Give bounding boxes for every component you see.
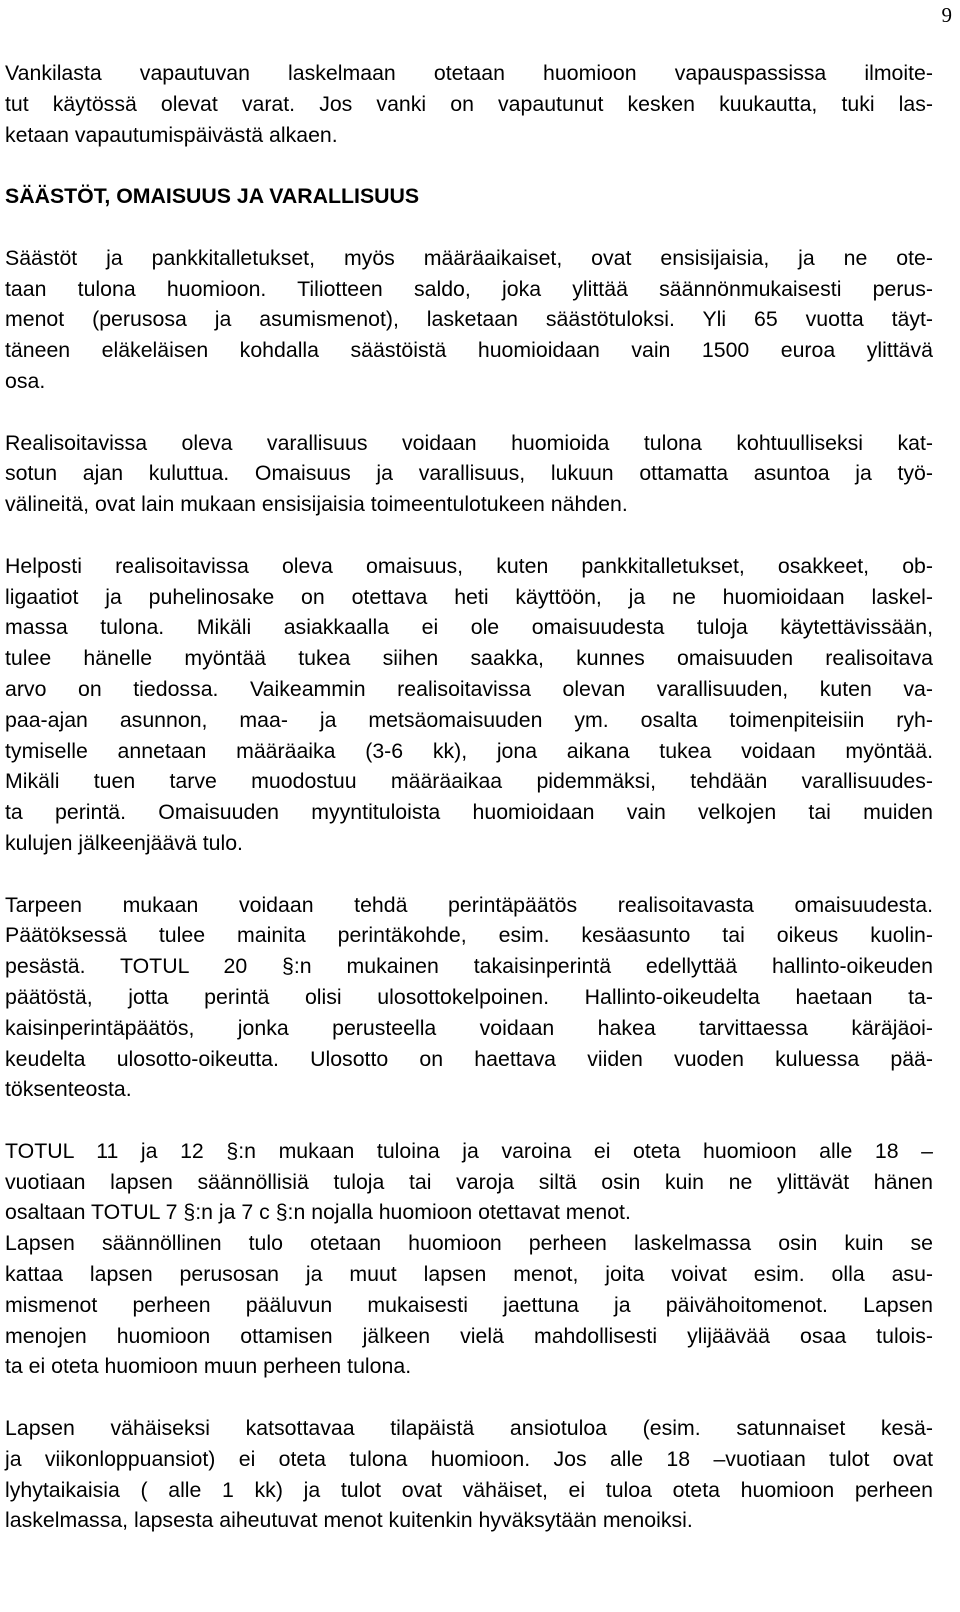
text-line: mismenot perheen pääluvun mukaisesti jaettuna ja päivähoitomenot. Lapsen [5,1292,933,1317]
paragraph-savings [5,243,933,397]
text-line: täneen eläkeläisen kohdalla säästöistä huomioidaan vain 1500 euroa ylittävä [5,338,933,363]
text-line: Realisoitavissa oleva varallisuus voidaan huomioida tulona kohtuulliseksi kat- [5,430,933,455]
text-line: paa-ajan asunnon, maa- ja metsäomaisuuden ym. osalta toimenpiteisiin ryh- [5,707,933,732]
text-line: osaltaan TOTUL 7 §:n ja 7 c §:n nojalla huomioon otettavat menot. [5,1200,631,1225]
text-line: ja viikonloppuansiot) ei oteta tulona huomioon. Jos alle 18 –vuotiaan tulot ovat [5,1446,933,1471]
text-line: tut käytössä olevat varat. Jos vanki on vapautunut kesken kuukautta, tuki las- [5,91,933,116]
paragraph-child-temporary-income [5,1413,933,1536]
text-line: keudelta ulosotto-oikeutta. Ulosotto on haettava viiden vuoden kuluessa pää- [5,1046,933,1071]
paragraph-realisable [5,551,933,859]
text-line: massa tulona. Mikäli asiakkaalla ei ole omaisuudesta tuloja käytettävissään, [5,615,933,640]
text-line: kulujen jälkeenjäävä tulo. [5,830,243,855]
text-line: ligaatiot ja puhelinosake on otettava heti käyttöön, ja ne huomioidaan laskel- [5,584,933,609]
text-line: osa. [5,368,46,393]
text-line: tymiselle annetaan määräaika (3-6 kk), jona aikana tukea voidaan myöntää. [5,738,933,763]
text-line: menot (perusosa ja asumismenot), lasketaan säästötuloksi. Yli 65 vuotta täyt- [5,307,933,332]
paragraph-child-income-law [5,1136,933,1228]
text-line: laskelmassa, lapsesta aiheutuvat menot kuitenkin hyväksytään menoiksi. [5,1508,693,1533]
text-line: Säästöt ja pankkitalletukset, myös määräaikaiset, ovat ensisijaisia, ja ne ote- [5,245,933,270]
text-line: ta ei oteta huomioon muun perheen tulona. [5,1354,412,1379]
text-line: arvo on tiedossa. Vaikeammin realisoitavissa olevan varallisuuden, kuten va- [5,676,933,701]
text-line: taan tulona huomioon. Tiliotteen saldo, joka ylittää säännönmukaisesti perus- [5,276,933,301]
text-line: ketaan vapautumispäivästä alkaen. [5,122,338,147]
text-line: kaisinperintäpäätös, jonka perusteella voidaan hakea tarvittaessa käräjäoi- [5,1015,933,1040]
text-line: Vankilasta vapautuvan laskelmaan otetaan huomioon vapauspassissa ilmoite- [5,61,933,85]
text-line: Mikäli tuen tarve muodostuu määräaikaa pidemmäksi, tehdään varallisuudes- [5,769,933,794]
text-line: sotun ajan kuluttua. Omaisuus ja varallisuus, lukuun ottamatta asuntoa ja työ- [5,461,933,486]
text-line: päätöstä, jotta perintä olisi ulosottokelpoinen. Hallinto-oikeudelta haetaan ta- [5,984,933,1009]
paragraph-assets [5,428,933,520]
section-heading: SÄÄSTÖT, OMAISUUS JA VARALLISUUS [5,184,420,209]
text-line: välineitä, ovat lain mukaan ensisijaisia toimeentulotukeen nähden. [5,492,628,517]
page-number: 9 [941,3,952,27]
text-line: Päätöksessä tulee mainita perintäkohde, esim. kesäasunto tai oikeus kuolin- [5,923,933,948]
text-line: tulee hänelle myöntää tukea siihen saakka, kunnes omaisuuden realisoitava [5,646,933,671]
text-line: lyhytaikaisia ( alle 1 kk) ja tulot ovat vähäiset, ei tuloa oteta huomioon perheen [5,1477,933,1502]
text-line: vuotiaan lapsen säännöllisiä tuloja tai varoja siltä osin kuin ne ylittävät hänen [5,1169,933,1194]
text-line: Lapsen vähäiseksi katsottavaa tilapäistä ansiotuloa (esim. satunnaiset kesä- [5,1416,933,1441]
text-line: töksenteosta. [5,1077,132,1102]
text-line: Lapsen säännöllinen tulo otetaan huomioon perheen laskelmassa osin kuin se [5,1231,933,1256]
text-line: TOTUL 11 ja 12 §:n mukaan tuloina ja varoina ei oteta huomioon alle 18 – [5,1138,933,1163]
text-line: kattaa lapsen perusosan ja muut lapsen menot, joita voivat esim. olla asu- [5,1262,933,1287]
paragraph-child-income [5,1228,933,1382]
text-line: Tarpeen mukaan voidaan tehdä perintäpäätös realisoitavasta omaisuudesta. [5,892,933,917]
text-line: Helposti realisoitavissa oleva omaisuus, kuten pankkitalletukset, osakkeet, ob- [5,553,933,578]
paragraph-recovery [5,890,933,1106]
text-line: pesästä. TOTUL 20 §:n mukainen takaisinperintä edellyttää hallinto-oikeuden [5,954,933,979]
document-body [5,58,933,1567]
text-line: ta perintä. Omaisuuden myyntituloista huomioidaan vain velkojen tai muiden [5,800,933,825]
paragraph-intro [5,58,933,150]
text-line: menojen huomioon ottamisen jälkeen vielä mahdollisesti ylijäävää osaa tulois- [5,1323,933,1348]
